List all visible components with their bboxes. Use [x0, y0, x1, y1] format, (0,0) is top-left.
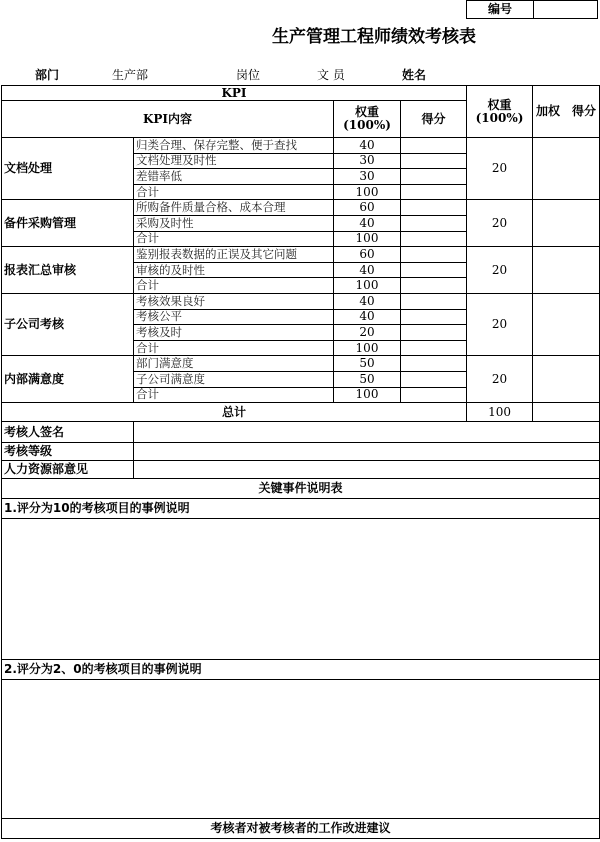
table-row — [2, 356, 600, 372]
kpi-item-weight: 100 — [334, 184, 401, 200]
kpi-item-weight: 40 — [334, 138, 401, 154]
category-weighted-score[interactable] — [533, 138, 600, 200]
kpi-item: 归类合理、保存完整、便于查找 — [134, 138, 334, 154]
total-label: 总计 — [2, 403, 467, 422]
kpi-item-score[interactable] — [401, 293, 467, 309]
key-events-title: 关键事件说明表 — [2, 479, 600, 499]
kpi-item-weight: 50 — [334, 356, 401, 372]
kpi-category: 内部满意度 — [2, 356, 134, 403]
weight-header: 权重 (100%) — [334, 101, 401, 138]
dept-value: 生产部 — [112, 68, 149, 82]
code-field — [466, 0, 598, 19]
category-weight: 20 — [467, 138, 533, 200]
kpi-item-score[interactable] — [401, 309, 467, 325]
kpi-item: 所购备件质量合格、成本合理 — [134, 200, 334, 216]
kpi-item-score[interactable] — [401, 169, 467, 185]
category-weight: 20 — [467, 293, 533, 355]
kpi-item-score[interactable] — [401, 138, 467, 154]
kpi-item-score[interactable] — [401, 278, 467, 294]
kpi-item: 合计 — [134, 387, 334, 403]
event2-field[interactable] — [2, 680, 600, 819]
kpi-item-weight: 100 — [334, 340, 401, 356]
kpi-item-weight: 100 — [334, 387, 401, 403]
kpi-item: 合计 — [134, 278, 334, 294]
kpi-item-weight: 60 — [334, 200, 401, 216]
name-label: 姓名 — [402, 68, 427, 82]
kpi-item: 合计 — [134, 340, 334, 356]
kpi-item: 合计 — [134, 231, 334, 247]
kpi-item: 审核的及时性 — [134, 262, 334, 278]
kpi-item-score[interactable] — [401, 325, 467, 341]
position-label: 岗位 — [236, 68, 261, 82]
kpi-category: 报表汇总审核 — [2, 247, 134, 294]
kpi-item-weight: 100 — [334, 278, 401, 294]
kpi-item-score[interactable] — [401, 340, 467, 356]
reviewer-signature-label: 考核人签名 — [2, 422, 134, 443]
kpi-category: 文档处理 — [2, 138, 134, 200]
category-weight: 20 — [467, 200, 533, 247]
kpi-item-weight: 20 — [334, 325, 401, 341]
kpi-item-weight: 40 — [334, 262, 401, 278]
kpi-item: 合计 — [134, 184, 334, 200]
table-row — [2, 200, 600, 216]
score-header: 得分 — [401, 101, 467, 138]
kpi-item-score[interactable] — [401, 247, 467, 263]
event1-field[interactable] — [2, 519, 600, 660]
hr-opinion-field[interactable] — [134, 461, 600, 479]
kpi-item-score[interactable] — [401, 200, 467, 216]
category-weighted-score[interactable] — [533, 356, 600, 403]
kpi-item-score[interactable] — [401, 356, 467, 372]
kpi-item: 部门满意度 — [134, 356, 334, 372]
kpi-item-score[interactable] — [401, 262, 467, 278]
code-label: 编号 — [467, 1, 534, 18]
kpi-content-header: KPI内容 — [2, 101, 334, 138]
reviewer-signature-field[interactable] — [134, 422, 600, 443]
event2-label: 2.评分为2、0的考核项目的事例说明 — [2, 660, 600, 680]
table-row — [2, 138, 600, 154]
category-weighted-score[interactable] — [533, 293, 600, 355]
total-weight: 100 — [467, 403, 533, 422]
weighted-score-header: 加权 得分 — [533, 86, 600, 138]
table-row — [2, 247, 600, 263]
kpi-item-weight: 40 — [334, 293, 401, 309]
kpi-item: 鉴别报表数据的正误及其它问题 — [134, 247, 334, 263]
kpi-item-weight: 60 — [334, 247, 401, 263]
hr-opinion-label: 人力资源部意见 — [2, 461, 134, 479]
kpi-category: 子公司考核 — [2, 293, 134, 355]
kpi-category: 备件采购管理 — [2, 200, 134, 247]
kpi-item-score[interactable] — [401, 387, 467, 403]
kpi-item-score[interactable] — [401, 184, 467, 200]
kpi-item: 采购及时性 — [134, 215, 334, 231]
kpi-item-weight: 30 — [334, 153, 401, 169]
kpi-item: 子公司满意度 — [134, 371, 334, 387]
category-weighted-score[interactable] — [533, 247, 600, 294]
kpi-item-weight: 40 — [334, 309, 401, 325]
kpi-header: KPI — [2, 86, 467, 101]
kpi-table — [1, 85, 600, 839]
table-row — [2, 293, 600, 309]
improvement-label: 考核者对被考核者的工作改进建议 — [2, 819, 600, 839]
kpi-item-weight: 30 — [334, 169, 401, 185]
category-weight: 20 — [467, 247, 533, 294]
grade-field[interactable] — [134, 443, 600, 461]
total-weighted-score[interactable] — [533, 403, 600, 422]
page-title: 生产管理工程师绩效考核表 — [272, 27, 476, 47]
kpi-item: 考核及时 — [134, 325, 334, 341]
kpi-item-weight: 100 — [334, 231, 401, 247]
kpi-item-score[interactable] — [401, 231, 467, 247]
kpi-item: 考核效果良好 — [134, 293, 334, 309]
dept-label: 部门 — [35, 68, 60, 82]
kpi-item-weight: 40 — [334, 215, 401, 231]
event1-label: 1.评分为10的考核项目的事例说明 — [2, 499, 600, 519]
kpi-item: 文档处理及时性 — [134, 153, 334, 169]
kpi-item-score[interactable] — [401, 371, 467, 387]
kpi-item: 差错率低 — [134, 169, 334, 185]
weight2-header: 权重 (100%) — [467, 86, 533, 138]
position-value: 文 员 — [317, 68, 345, 82]
kpi-item: 考核公平 — [134, 309, 334, 325]
kpi-item-weight: 50 — [334, 371, 401, 387]
grade-label: 考核等级 — [2, 443, 134, 461]
kpi-item-score[interactable] — [401, 153, 467, 169]
category-weight: 20 — [467, 356, 533, 403]
category-weighted-score[interactable] — [533, 200, 600, 247]
kpi-item-score[interactable] — [401, 215, 467, 231]
